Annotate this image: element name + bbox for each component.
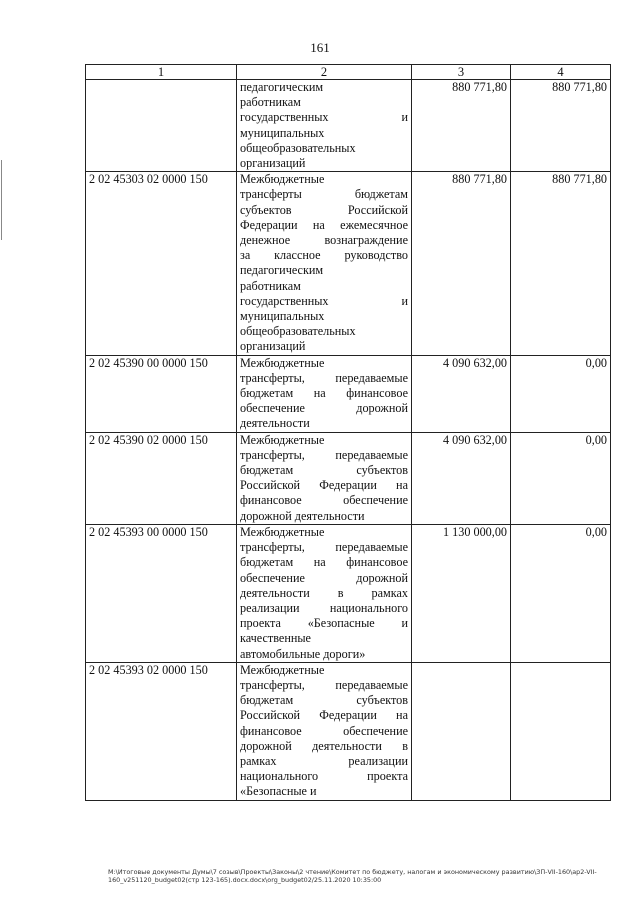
left-margin-mark <box>1 160 2 240</box>
description-line: организаций <box>240 339 306 354</box>
description-line: работникам <box>240 95 301 110</box>
description-line: педагогическим <box>240 80 324 94</box>
description-line: бюджетам субъектов <box>240 693 408 708</box>
description-line: дорожной деятельности <box>240 508 365 523</box>
budget-code-cell: 2 02 45390 02 0000 150 <box>86 432 237 524</box>
header-col-4: 4 <box>511 65 611 80</box>
description-line: общеобразовательных <box>240 324 356 339</box>
amount-col-4-cell: 880 771,80 <box>511 172 611 355</box>
amount-col-3-cell: 4 090 632,00 <box>412 355 511 432</box>
amount-col-4-cell: 0,00 <box>511 432 611 524</box>
table-row <box>86 80 611 172</box>
description-line: муниципальных <box>240 125 325 140</box>
description-line: обеспечение дорожной <box>240 570 408 585</box>
amount-col-3-cell: 4 090 632,00 <box>412 432 511 524</box>
description-line: рамках реализации <box>240 753 408 768</box>
description-line: трансферты, передаваемые <box>240 677 408 692</box>
table-row <box>86 355 611 432</box>
description-line: Межбюджетные <box>240 432 325 447</box>
description-line: за классное руководство <box>240 248 408 263</box>
description-cell <box>237 80 412 172</box>
description-cell <box>237 172 412 355</box>
description-line: деятельности <box>240 416 310 431</box>
description-line: финансовое обеспечение <box>240 723 408 738</box>
amount-col-3-cell: 880 771,80 <box>412 172 511 355</box>
description-line: работникам <box>240 278 301 293</box>
header-col-2: 2 <box>237 65 412 80</box>
description-line: трансферты, передаваемые <box>240 447 408 462</box>
description-line: педагогическим <box>240 263 324 278</box>
budget-code-cell: 2 02 45393 00 0000 150 <box>86 524 237 662</box>
description-line: проекта «Безопасные и <box>240 616 408 631</box>
description-cell <box>237 524 412 662</box>
description-line: денежное вознаграждение <box>240 233 408 248</box>
table-row <box>86 662 611 800</box>
description-line: Российской Федерации на <box>240 708 408 723</box>
description-line: муниципальных <box>240 309 325 324</box>
description-line: национального проекта <box>240 769 408 784</box>
description-cell <box>237 355 412 432</box>
amount-col-4-cell <box>511 662 611 800</box>
description-line: автомобильные дороги» <box>240 646 366 661</box>
description-line: трансферты, передаваемые <box>240 370 408 385</box>
description-line: дорожной деятельности в <box>240 738 408 753</box>
budget-code-cell: 2 02 45390 00 0000 150 <box>86 355 237 432</box>
description-line: реализации национального <box>240 600 408 615</box>
header-col-3: 3 <box>412 65 511 80</box>
budget-code-cell: 2 02 45393 02 0000 150 <box>86 662 237 800</box>
description-line: обеспечение дорожной <box>240 401 408 416</box>
description-line: финансовое обеспечение <box>240 493 408 508</box>
header-col-1: 1 <box>86 65 237 80</box>
description-line: Межбюджетные <box>240 524 325 539</box>
description-line: бюджетам на финансовое <box>240 555 408 570</box>
description-line: качественные <box>240 631 311 646</box>
description-line: субъектов Российской <box>240 202 408 217</box>
table-row <box>86 172 611 355</box>
amount-col-4-cell: 0,00 <box>511 524 611 662</box>
budget-table <box>85 64 611 801</box>
description-line: Федерации на ежемесячное <box>240 217 408 232</box>
amount-col-4-cell: 880 771,80 <box>511 80 611 172</box>
description-line: Межбюджетные <box>240 355 325 370</box>
description-line: государственных и <box>240 293 408 308</box>
description-line: деятельности в рамках <box>240 585 408 600</box>
description-line: общеобразовательных <box>240 140 356 155</box>
amount-col-3-cell: 880 771,80 <box>412 80 511 172</box>
description-line: Межбюджетные <box>240 662 325 677</box>
amount-col-4-cell: 0,00 <box>511 355 611 432</box>
budget-code-cell <box>86 80 237 172</box>
description-cell <box>237 662 412 800</box>
document-path-footer: M:\Итоговые документы Думы\7 созыв\Проекты\Законы\2 чтение\Комитет по бюджету, налогам и экономическому развитию\ЗП-VII-160\ap2-VII-160_v251120_budget02(стр 123-165).docx.docx\org_budget02/25.11.2020 10:35:00 <box>108 868 597 884</box>
budget-code-cell: 2 02 45303 02 0000 150 <box>86 172 237 355</box>
description-cell <box>237 432 412 524</box>
description-line: государственных и <box>240 110 408 125</box>
description-line: трансферты, передаваемые <box>240 540 408 555</box>
description-line: трансферты бюджетам <box>240 187 408 202</box>
amount-col-3-cell: 1 130 000,00 <box>412 524 511 662</box>
description-line: организаций <box>240 156 306 171</box>
description-line: бюджетам субъектов <box>240 463 408 478</box>
page-number: 161 <box>310 40 330 55</box>
table-header-row <box>86 65 611 80</box>
description-line: бюджетам на финансовое <box>240 386 408 401</box>
table-row <box>86 524 611 662</box>
description-line: «Безопасные и <box>240 784 317 799</box>
amount-col-3-cell <box>412 662 511 800</box>
description-line: Российской Федерации на <box>240 478 408 493</box>
table-row <box>86 432 611 524</box>
description-line: Межбюджетные <box>240 172 325 187</box>
